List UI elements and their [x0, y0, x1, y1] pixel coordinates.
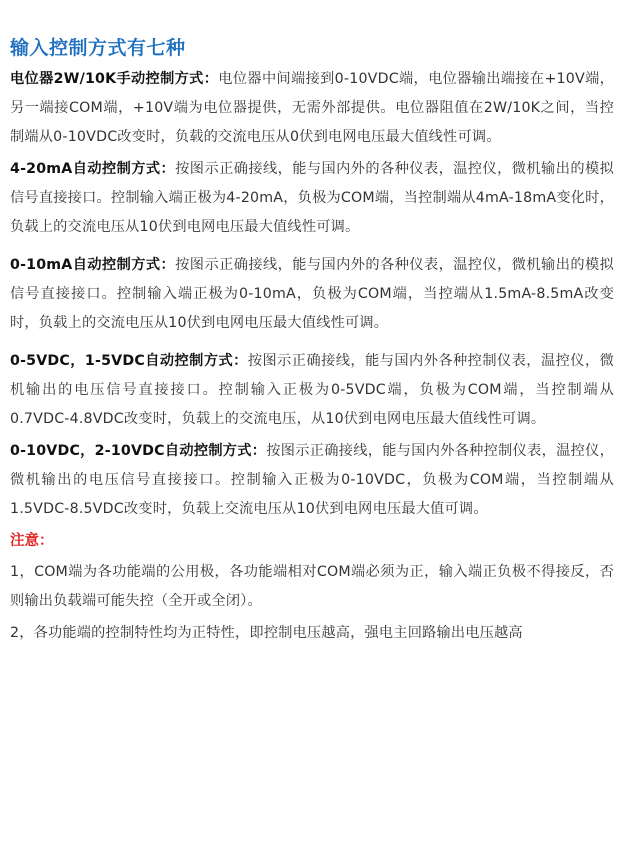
- page-title: 输入控制方式有七种: [10, 37, 186, 59]
- section-0-5vdc: [10, 347, 614, 434]
- note-item-1: 1，COM端为各功能端的公用极，各功能端相对COM端必须为正，输入端正负极不得接反，否则输出负载端可能失控（全开或全闭）。: [10, 564, 614, 609]
- section-heading: 4-20mA自动控制方式：: [10, 161, 176, 177]
- document: [10, 34, 614, 651]
- section-heading: 0-10VDC，2-10VDC自动控制方式：: [10, 443, 267, 459]
- section-heading: 0-5VDC，1-5VDC自动控制方式：: [10, 353, 248, 369]
- section-text: 按图示正确接线，能与国内外的各种仪表，温控仪，微机输出的模拟信号直接接口。控制输入端正极为4-20mA，负极为COM端，当控制端从4mA-18mA变化时，负载上的交流电压从10伏到电网电压最大值线性可调。: [10, 161, 614, 235]
- section-4-20ma: [10, 155, 614, 242]
- section-heading: 电位器2W/10K手动控制方式：: [10, 71, 219, 87]
- section-text: 按图示正确接线，能与国内外各种控制仪表，温控仪，微机输出的电压信号直接接口。控制输入正极为0-10VDC，负极为COM端，当控制端从1.5VDC-8.5VDC改变时，负载上交流电压从10伏到电网电压最大值可调。: [10, 443, 614, 517]
- section-0-10vdc: [10, 437, 614, 524]
- section-potentiometer: [10, 65, 614, 152]
- section-0-10ma: [10, 251, 614, 338]
- note-heading: 注意：: [10, 533, 54, 549]
- section-text: 电位器中间端接到0-10VDC端，电位器输出端接在+10V端，另一端接COM端，+10V端为电位器提供，无需外部提供。电位器阻值在2W/10K之间，当控制端从0-10VDC改变时，负载的交流电压从0伏到电网电压最大值线性可调。: [10, 71, 615, 145]
- section-text: 按图示正确接线，能与国内外各种控制仪表，温控仪，微机输出的电压信号直接接口。控制输入正极为0-5VDC端，负极为COM端，当控制端从0.7VDC-4.8VDC改变时，负载上的交流电压，从10伏到电网电压最大值线性可调。: [10, 353, 614, 427]
- section-heading: 0-10mA自动控制方式：: [10, 257, 176, 273]
- note-item-2: 2，各功能端的控制特性均为正特性，即控制电压越高，强电主回路输出电压越高: [10, 625, 523, 641]
- section-text: 按图示正确接线，能与国内外的各种仪表，温控仪，微机输出的模拟信号直接接口。控制输入端正极为0-10mA，负极为COM端，当控端从1.5mA-8.5mA改变时，负载上的交流电压从10伏到电网电压最大值线性可调。: [10, 257, 614, 331]
